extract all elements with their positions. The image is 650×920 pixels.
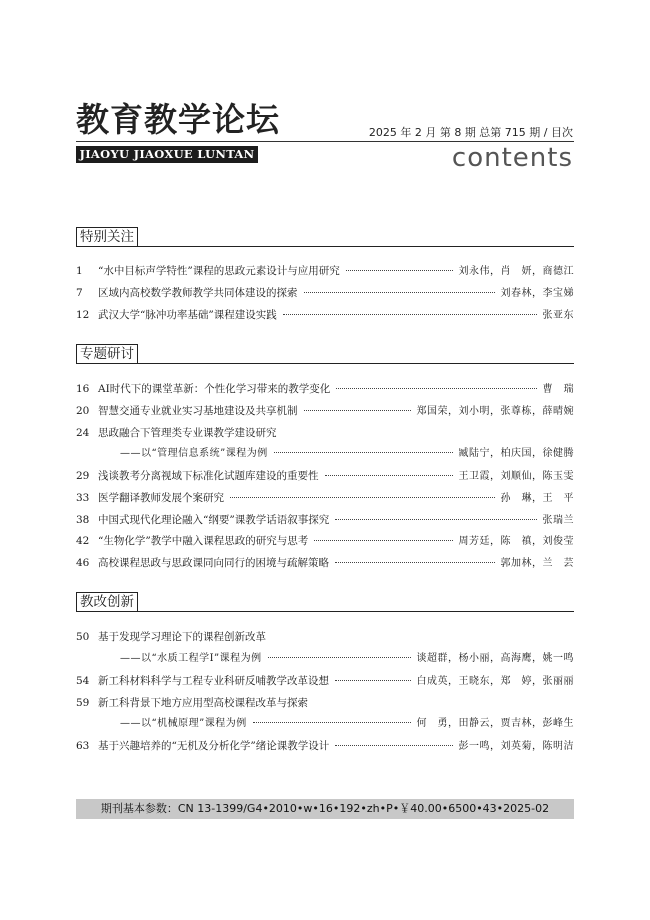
toc-page-number: 12 [76, 309, 90, 321]
toc-page-number: 16 [76, 383, 90, 395]
journal-title: 教育教学论坛 [76, 100, 280, 139]
toc-entry[interactable] [76, 381, 574, 397]
toc-page-number: 33 [76, 492, 90, 504]
leader-dots [304, 410, 411, 411]
toc-title: AI时代下的课堂革新：个性化学习带来的教学变化 [98, 383, 331, 395]
toc-page-number: 24 [76, 427, 90, 439]
journal-parameters-bar: 期刊基本参数：CN 13-1399/G4•2010•w•16•192•zh•P•￥40.00•6500•43•2025-02 [76, 799, 574, 819]
toc-subtitle: ——以“机械原理”课程为例 [120, 718, 247, 729]
toc-page-number: 42 [76, 535, 90, 547]
toc-page-number: 50 [76, 631, 90, 643]
toc-title: 浅谈教考分离视域下标准化试题库建设的重要性 [98, 470, 319, 482]
contents-heading: contents [451, 143, 573, 173]
toc-authors: 曹 瑞 [542, 384, 574, 395]
toc-subtitle: ——以“管理信息系统”课程为例 [120, 448, 268, 459]
leader-dots [304, 292, 495, 293]
toc-authors: 何 勇，田静云，贾吉林，彭峰生 [416, 718, 574, 729]
toc-page-number: 46 [76, 557, 90, 569]
leader-dots [230, 497, 495, 498]
toc-page-number: 38 [76, 514, 90, 526]
section-heading-special-focus [76, 227, 574, 247]
journal-pinyin: JIAOYU JIAOXUE LUNTAN [76, 146, 258, 163]
toc-title: 思政融合下管理类专业课教学建设研究 [98, 427, 277, 439]
toc-entry[interactable] [76, 695, 574, 711]
toc-page-number: 29 [76, 470, 90, 482]
toc-title: 新工科背景下地方应用型高校课程改革与探索 [98, 697, 308, 709]
section-rule [76, 246, 574, 247]
leader-dots [346, 270, 453, 271]
leader-dots [335, 745, 452, 746]
toc-entry-continuation[interactable] [76, 651, 574, 667]
section-heading-teaching-reform [76, 592, 574, 612]
toc-authors: 刘永伟，肖 妍，商德江 [458, 266, 574, 277]
toc-page-number: 63 [76, 740, 90, 752]
toc-entry[interactable] [76, 468, 574, 484]
toc-entry[interactable] [76, 490, 574, 506]
leader-dots [335, 562, 495, 563]
masthead [76, 100, 280, 140]
toc-authors: 周芳廷，陈 禛，刘俊莹 [458, 536, 574, 547]
toc-title: 基于兴趣培养的“无机及分析化学”绪论课教学设计 [98, 740, 330, 752]
toc-authors: 张瑞兰 [542, 515, 574, 526]
section-label: 特别关注 [76, 227, 138, 247]
toc-title: “生物化学”教学中融入课程思政的研究与思考 [98, 535, 309, 547]
toc-authors: 孙 琳，王 平 [500, 493, 574, 504]
toc-authors: 王卫霞，刘顺仙，陈玉雯 [458, 471, 574, 482]
toc-entry-continuation[interactable] [76, 446, 574, 462]
toc-entry[interactable] [76, 512, 574, 528]
toc-title: 基于发现学习理论下的课程创新改革 [98, 631, 266, 643]
toc-authors: 郑国荣，刘小明，张尊栋，薛晴婉 [416, 406, 574, 417]
section-rule [76, 363, 574, 364]
toc-title: 区域内高校数学教师教学共同体建设的探索 [98, 287, 298, 299]
toc-title: 武汉大学“脉冲功率基础”课程建设实践 [98, 309, 277, 321]
toc-title: 中国式现代化理论融入“纲要”课教学话语叙事探究 [98, 514, 330, 526]
section-label: 教改创新 [76, 592, 138, 612]
section-label: 专题研讨 [76, 344, 138, 364]
toc-entry-continuation[interactable] [76, 716, 574, 732]
toc-authors: 刘春林，李宝娣 [500, 288, 574, 299]
toc-authors: 郭加林，兰 芸 [500, 558, 574, 569]
toc-authors: 白成英，王晓东，郑 婷，张丽丽 [416, 676, 574, 687]
toc-entry[interactable] [76, 263, 574, 279]
toc-entry[interactable] [76, 403, 574, 419]
toc-page-number: 7 [76, 287, 83, 299]
toc-authors: 彭一鸣，刘英菊，陈明洁 [458, 741, 574, 752]
toc-title: “水中目标声学特性”课程的思政元素设计与应用研究 [98, 265, 340, 277]
toc-entry[interactable] [76, 673, 574, 689]
header-rule [76, 141, 574, 142]
leader-dots [268, 657, 411, 658]
section-heading-special-topics [76, 344, 574, 364]
leader-dots [335, 519, 536, 520]
leader-dots [253, 722, 411, 723]
toc-entry[interactable] [76, 629, 574, 645]
toc-title: 医学翻译教师发展个案研究 [98, 492, 224, 504]
leader-dots [335, 680, 411, 681]
toc-title: 新工科材料科学与工程专业科研反哺教学改革设想 [98, 675, 329, 687]
leader-dots [336, 388, 536, 389]
toc-authors: 张亚东 [542, 310, 574, 321]
toc-title: 高校课程思政与思政课同向同行的困境与疏解策略 [98, 557, 329, 569]
issue-info: 2025 年 2 月 第 8 期 总第 715 期 / 目次 [368, 126, 573, 139]
toc-page-number: 1 [76, 265, 83, 277]
toc-entry[interactable] [76, 555, 574, 571]
toc-entry[interactable] [76, 533, 574, 549]
toc-entry[interactable] [76, 285, 574, 301]
toc-page-number: 54 [76, 675, 90, 687]
toc-title: 智慧交通专业就业实习基地建设及共享机制 [98, 405, 298, 417]
leader-dots [283, 314, 537, 315]
toc-entry[interactable] [76, 307, 574, 323]
toc-entry[interactable] [76, 738, 574, 754]
toc-page-number: 59 [76, 697, 90, 709]
leader-dots [314, 540, 452, 541]
toc-subtitle: ——以“水质工程学Ⅰ”课程为例 [120, 653, 262, 664]
section-rule [76, 611, 574, 612]
toc-page-number: 20 [76, 405, 90, 417]
toc-authors: 臧陆宁，柏庆国，徐健腾 [458, 448, 574, 459]
leader-dots [325, 475, 453, 476]
leader-dots [274, 452, 453, 453]
toc-entry[interactable] [76, 425, 574, 441]
toc-authors: 谈超群，杨小丽，高海鹰，姚一鸣 [416, 653, 574, 664]
